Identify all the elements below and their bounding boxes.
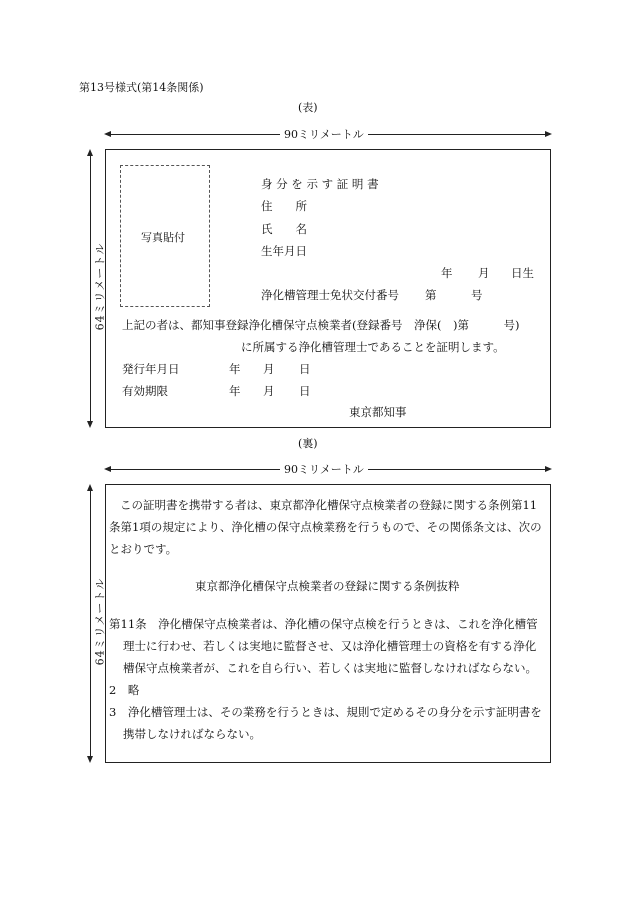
photo-label: 写真貼付 bbox=[141, 231, 185, 244]
issuer-name: 東京都知事 bbox=[349, 405, 407, 419]
certification-line-2: に所属する浄化槽管理士であることを証明します。 bbox=[241, 340, 505, 354]
certification-line-1: 上記の者は、都知事登録浄化槽保守点検業者(登録番号 浄保( )第 号) bbox=[122, 318, 520, 332]
back-height-label: 64ミリメートル bbox=[94, 574, 105, 670]
issue-day-unit: 日 bbox=[299, 362, 311, 376]
license-number-label: 浄化槽管理士免状交付番号 bbox=[261, 288, 399, 302]
license-number-suffix: 号 bbox=[471, 288, 483, 302]
dimension-line bbox=[90, 488, 91, 756]
item-3-line-1: 3 浄化槽管理士は、その業務を行うときは、規則で定めるその身分を示す証明書を bbox=[109, 705, 542, 719]
front-card bbox=[105, 149, 551, 428]
birth-day-unit: 日生 bbox=[511, 266, 534, 280]
name-label: 氏 名 bbox=[261, 222, 307, 236]
issue-month-unit: 月 bbox=[263, 362, 275, 376]
valid-month-unit: 月 bbox=[263, 384, 275, 398]
back-width-label: 90ミリメートル bbox=[280, 464, 368, 475]
arrow-right-icon bbox=[545, 131, 552, 137]
front-side-label: (表) bbox=[298, 101, 318, 114]
back-card bbox=[105, 484, 551, 763]
intro-line-1: この証明書を携帯する者は、東京都浄化槽保守点検業者の登録に関する条例第11 bbox=[120, 498, 538, 512]
birth-date-label: 生年月日 bbox=[261, 244, 307, 258]
arrow-down-icon bbox=[87, 756, 93, 763]
license-number-prefix: 第 bbox=[425, 288, 437, 302]
intro-line-2: 条第1項の規定により、浄化槽の保守点検業務を行うもので、その関係条文は、次の bbox=[109, 520, 542, 534]
certificate-heading: 身 分 を 示 す 証 明 書 bbox=[261, 177, 379, 191]
article-11-line-2: 理士に行わせ、若しくは実地に監督させ、又は浄化槽管理士の資格を有する浄化 bbox=[123, 639, 537, 653]
issue-year-unit: 年 bbox=[229, 362, 241, 376]
article-11-line-1: 第11条 浄化槽保守点検業者は、浄化槽の保守点検を行うときは、これを浄化槽管 bbox=[109, 617, 538, 631]
article-11-line-3: 槽保守点検業者が、これを自ら行い、若しくは実地に監督しなければならない。 bbox=[123, 661, 537, 675]
form-title: 第13号様式(第14条関係) bbox=[79, 81, 204, 94]
arrow-down-icon bbox=[87, 421, 93, 428]
address-label: 住 所 bbox=[261, 199, 307, 213]
excerpt-title: 東京都浄化槽保守点検業者の登録に関する条例抜粋 bbox=[195, 579, 460, 593]
photo-area bbox=[120, 165, 210, 307]
front-height-label: 64ミリメートル bbox=[94, 239, 105, 335]
issue-date-label: 発行年月日 bbox=[122, 362, 180, 376]
arrow-right-icon bbox=[545, 466, 552, 472]
front-width-label: 90ミリメートル bbox=[280, 129, 368, 140]
item-2: 2 略 bbox=[109, 683, 140, 697]
back-side-label: (裏) bbox=[298, 437, 318, 450]
birth-year-unit: 年 bbox=[441, 266, 453, 280]
birth-month-unit: 月 bbox=[478, 266, 490, 280]
valid-period-label: 有効期限 bbox=[122, 384, 168, 398]
dimension-line bbox=[90, 153, 91, 421]
valid-day-unit: 日 bbox=[299, 384, 311, 398]
intro-line-3: とおりです。 bbox=[109, 542, 178, 556]
item-3-line-2: 携帯しなければならない。 bbox=[123, 727, 261, 741]
valid-year-unit: 年 bbox=[229, 384, 241, 398]
